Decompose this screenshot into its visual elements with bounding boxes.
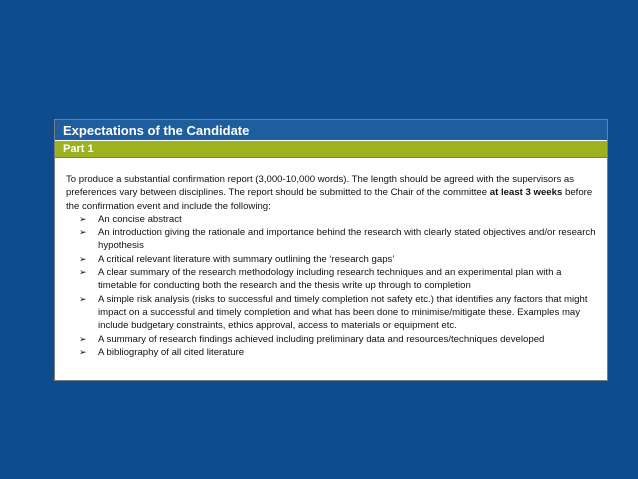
arrow-bullet-icon: ➢ [79,333,87,344]
list-item [79,293,599,333]
arrow-bullet-icon: ➢ [79,227,87,238]
arrow-bullet-icon: ➢ [79,267,87,278]
arrow-bullet-icon: ➢ [79,213,87,224]
intro-text-end: before the confirmation event and include the following: [66,187,593,212]
card-content [55,158,607,359]
list-item [79,213,599,226]
arrow-bullet-icon: ➢ [79,253,87,264]
intro-deadline-bold: at least 3 weeks [489,187,563,199]
part-label: Part 1 [55,141,607,158]
expectations-card [54,119,608,381]
list-item [79,333,599,346]
list-item-text: A simple risk analysis (risks to successful and timely completion not safety etc.) that identifies any factors that might impact on a successful and timely completion and what has been done to minimise/mitigate these. Examples may include budgetary constraints, ethics approval, access to materials or equipment etc. [98,293,588,332]
list-item-text: An introduction giving the rationale and importance behind the research with clearly stated objectives and/or research hypothesis [98,227,596,252]
list-item [79,266,599,293]
list-item [79,226,599,253]
requirements-list [66,213,599,359]
card-title: Expectations of the Candidate [55,120,607,141]
arrow-bullet-icon: ➢ [79,293,87,304]
arrow-bullet-icon: ➢ [79,346,87,357]
list-item-text: A summary of research findings achieved including preliminary data and resources/techniques developed [98,333,545,345]
list-item-text: A clear summary of the research methodology including research techniques and an experimental plan with a timetable for conducting both the research and the thesis write up through to completion [98,267,562,292]
intro-paragraph [66,173,599,213]
list-item-text: A bibliography of all cited literature [98,346,245,358]
list-item-text: A critical relevant literature with summary outlining the ‘research gaps’ [98,253,395,265]
list-item-text: An concise abstract [98,213,182,225]
intro-text-start: To produce a substantial confirmation report (3,000-10,000 words). The length should be agreed with the supervisors as preferences vary between disciplines. The report should be submitted to the Chair of the committee [66,174,575,199]
list-item [79,346,599,359]
list-item [79,253,599,266]
